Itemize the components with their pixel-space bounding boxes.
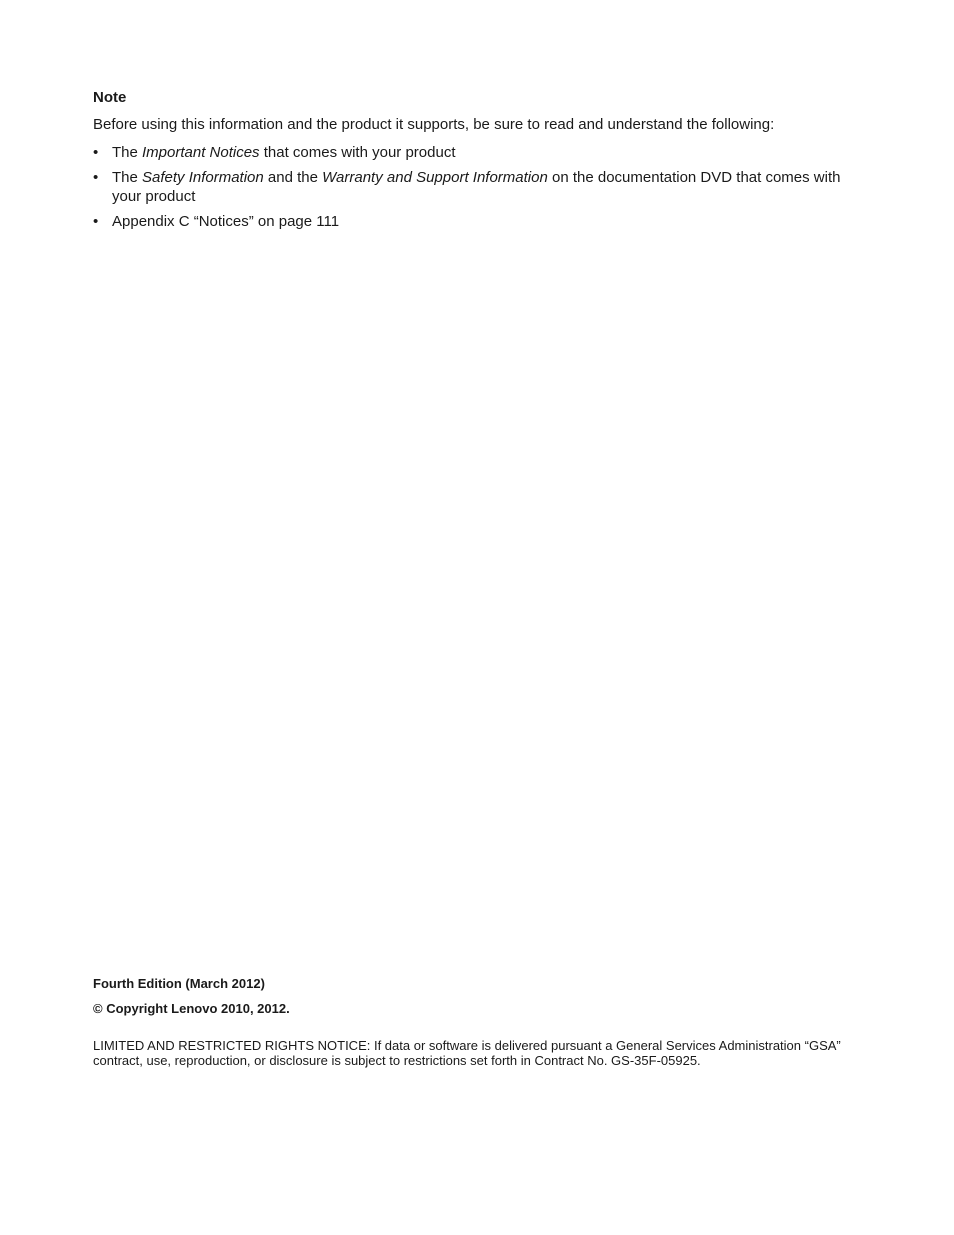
doc-title: Warranty and Support Information (322, 169, 548, 186)
copyright-line: © Copyright Lenovo 2010, 2012. (93, 1001, 290, 1016)
bullet: • (93, 169, 99, 186)
bullet: • (93, 144, 99, 161)
list-item (93, 168, 863, 206)
edition-section (93, 975, 863, 1068)
list-item-text: Appendix C “Notices” on page 111 (112, 213, 340, 230)
list-item-text: The Important Notices that comes with your product (112, 144, 456, 161)
doc-title: Important Notices (142, 144, 260, 161)
list-item (93, 143, 863, 162)
bullet: • (93, 213, 99, 230)
list-item (93, 212, 863, 231)
doc-title: Safety Information (142, 169, 264, 186)
edition-title: Fourth Edition (March 2012) (93, 976, 265, 991)
note-intro: Before using this information and the product it supports, be sure to read and understand the following: (93, 116, 775, 133)
note-list (93, 143, 863, 231)
note-heading: Note (93, 89, 127, 106)
rights-notice: LIMITED AND RESTRICTED RIGHTS NOTICE: If data or software is delivered pursuant a General Services Administration “GSA” contract, use, reproduction, or disclosure is subject to restrictions set forth in Contract No. GS-35F-05925. (93, 1038, 841, 1068)
list-item-text: The Safety Information and the Warranty and Support Information on the documentation DVD that comes with your product (112, 169, 841, 205)
note-section (93, 88, 863, 237)
